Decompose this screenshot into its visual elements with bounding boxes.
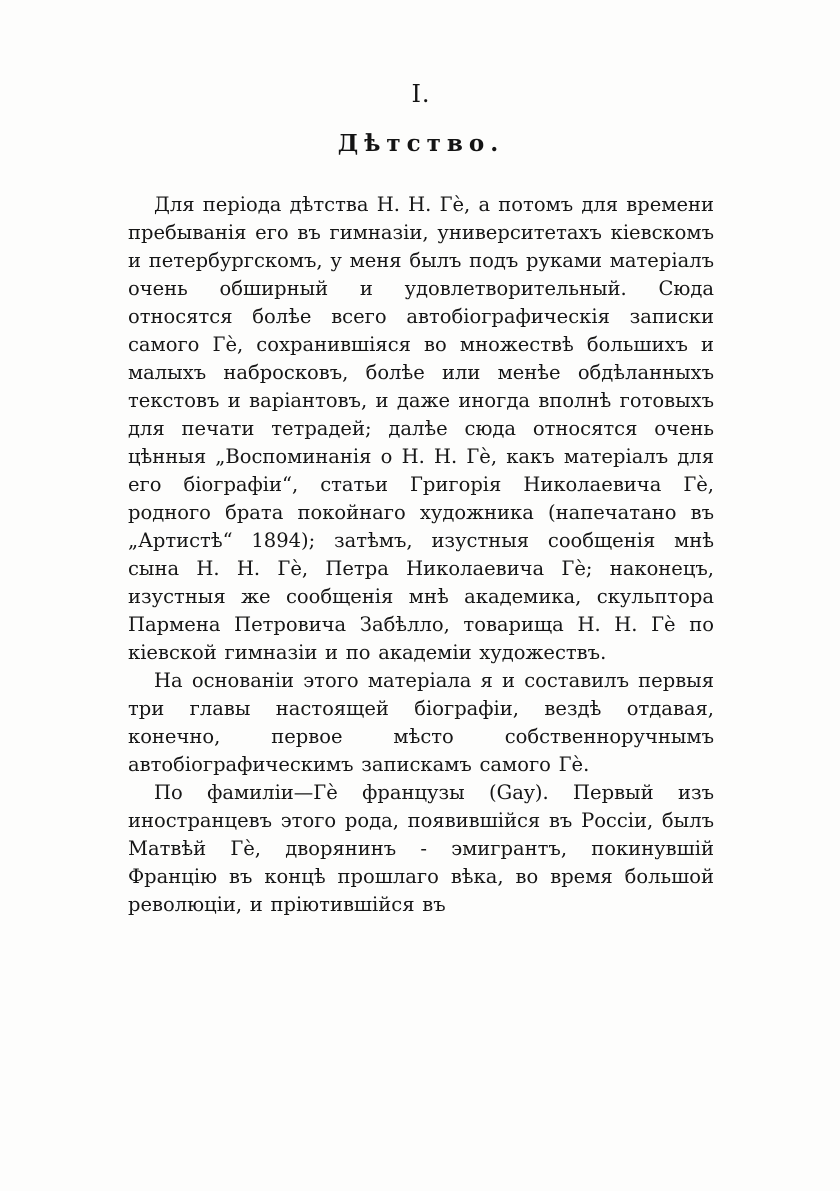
paragraph: На основаніи этого матеріала я и составилъ первыя три главы настоящей біографіи, вездѣ отдавая, конечно, первое мѣсто собственноручнымъ автобіографическимъ запискамъ самого Гè. <box>128 669 714 776</box>
chapter-title: Дѣтство. <box>337 130 505 157</box>
paragraph: По фамиліи—Гè французы (Gay). Первый изъ иностранцевъ этого рода, появившійся въ Россіи, былъ Матвѣй Гè, дворянинъ - эмигрантъ, покинувшій Францію въ концѣ прошлаго вѣка, во время большой революціи, и пріютившійся въ <box>128 781 714 916</box>
body-text <box>128 191 714 919</box>
chapter-number: I. <box>411 80 431 108</box>
text-block <box>128 82 714 919</box>
paragraph: Для періода дѣтства Н. Н. Гè, а потомъ для времени пребыванія его въ гимназіи, университетахъ кіевскомъ и петербургскомъ, у меня былъ подъ руками матеріалъ очень обширный и удовлетворительный. Сюда относятся болѣе всего автобіографическія записки самого Гè, сохранившіяся во множествѣ большихъ и малыхъ набросковъ, болѣе или менѣе обдѣланныхъ текстовъ и варіантовъ, и даже иногда вполнѣ готовыхъ для печати тетрадей; далѣе сюда относятся очень цѣнныя „Воспоминанія о Н. Н. Гè, какъ матеріалъ для его біографіи“, статьи Григорія Николаевича Гè, родного брата покойнаго художника (напечатано въ „Артистѣ“ 1894); затѣмъ, изустныя сообщенія мнѣ сына Н. Н. Гè, Петра Николаевича Гè; наконецъ, изустныя же сообщенія мнѣ академика, скульптора Пармена Петровича Забѣлло, товарища Н. Н. Гè по кіевской гимназіи и по академіи художествъ. <box>128 193 714 664</box>
